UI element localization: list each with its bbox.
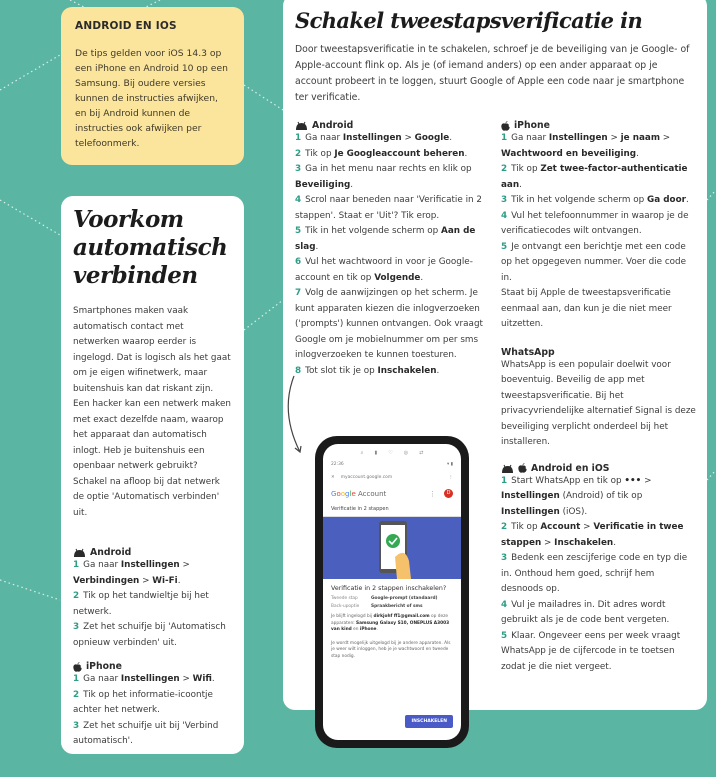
google-logo: Google xyxy=(331,489,356,498)
location-icon: ◎ xyxy=(403,450,409,456)
whatsapp-step-2: 2 Tik op Account > Verificatie in twee stappen > Inschakelen. xyxy=(501,522,684,548)
url-bar[interactable]: ✕ myaccount.google.com ⋮ xyxy=(331,475,453,480)
whatsapp-step-4: 4 Vul je mailadres in. Dit adres wordt gebruikt als je de code bent vergeten. xyxy=(501,599,670,625)
curved-arrow-icon xyxy=(280,372,320,462)
whatsapp-step-3: 3 Bedenk een zescijferige code en typ die in. Onthoud hem goed, schrijf hem desnoods op. xyxy=(501,553,688,594)
android-step-4: 4 Scrol naar beneden naar 'Verificatie in 2 stappen'. Staat er 'Uit'? Tik erop. xyxy=(295,195,482,221)
auto-connect-panel xyxy=(61,196,244,754)
share-icon: ⇄ xyxy=(419,450,424,456)
search-icon: ⌕ xyxy=(360,450,364,456)
auto-connect-title: Voorkom automatisch verbinden xyxy=(73,206,228,289)
android-step-3: 3 Ga in het menu naar rechts en klik op Beveiliging. xyxy=(295,164,472,190)
trash-icon: ▮ xyxy=(374,450,378,456)
iphone-step-2: 2 Tik op Zet twee-factor-authenticatie aan. xyxy=(501,164,688,190)
apple-icon xyxy=(73,662,82,672)
left-iphone-step-2: 2 Tik op het informatie-icoontje achter het netwerk. xyxy=(73,689,213,715)
android-heading: Android xyxy=(73,547,232,558)
iphone-column xyxy=(501,120,697,675)
android-icon xyxy=(501,464,514,473)
heart-icon: ♡ xyxy=(388,450,393,456)
menu-icon: ⋮ xyxy=(448,475,453,480)
left-android-step-1: 1 Ga naar Instellingen > Verbindingen > Wi-Fi. xyxy=(73,560,190,586)
apple-icon xyxy=(501,121,510,131)
stay-logged-in-text: Je blijft ingelogd bij dirkjohf ff1@gmail.com op deze apparaten: Samsung Galaxy S10, ONEPLUS A3003 van kind en iPhone. xyxy=(331,614,450,632)
phone-screen xyxy=(323,444,461,740)
more-dots-icon: ••• xyxy=(624,475,642,486)
google-account-header: Google Account ⋮ D xyxy=(323,489,461,498)
android-icon xyxy=(295,121,308,130)
two-step-intro: Door tweestapsverificatie in te schakelen, schroef je de beveiliging van je Google- of Apple-account flink op. Als je (of iemand anders) op een ander apparaat op je account probeert in te loggen, stuurt Google of Apple een code naar je smartphone ter verificatie. xyxy=(295,44,690,103)
left-android-step-3: 3 Zet het schuifje bij 'Automatisch opnieuw verbinden' uit. xyxy=(73,622,226,648)
android-icon xyxy=(73,548,86,557)
auto-connect-intro: Smartphones maken vaak automatisch contact met netwerken waarop eerder is ingelogd. Dat is logisch als het gaat om je eigen wifinetwerk, maar buitenshuis kan dat riskant zijn. Een hacker kan een netwerk maken met exact dezelfde naam, waarop het apparaat dan automatisch inlogt. Heb je buitenshuis een openbaar netwerk gebruikt? Schakel na afloop bij dat netwerk de optie 'Automatisch verbinden' uit. xyxy=(73,306,231,518)
iphone-step-3: 3 Tik in het volgende scherm op Ga door. xyxy=(501,195,689,205)
main-android-heading: Android xyxy=(295,120,495,131)
android-step-1: 1 Ga naar Instellingen > Google. xyxy=(295,133,453,143)
logout-warning-text: Je wordt mogelijk uitgelogd bij je andere apparaten. Als je weer wilt inloggen, heb je je wachtwoord en tweede stap nodig. xyxy=(331,640,451,659)
iphone-heading: iPhone xyxy=(73,661,232,672)
enable-question: Verificatie in 2 stappen inschakelen? xyxy=(331,585,447,592)
phone-top-icons xyxy=(323,444,461,462)
android-step-8: 8 Tot slot tik je op Inschakelen. xyxy=(295,365,440,376)
android-step-5: 5 Tik in het volgende scherm op Aan de slag. xyxy=(295,226,476,252)
info-box-text: De tips gelden voor iOS 14.3 op een iPhone en Android 10 op een Samsung. Bij oudere versies kunnen de instructies afwijken, en bij Android kunnen de instructies ook afwijken per telefoonmerk. xyxy=(75,48,228,149)
menu-icon: ⋮ xyxy=(429,489,436,498)
whatsapp-intro: WhatsApp is een populair doelwit voor boeventuig. Beveilig de app met tweestapsverificatie. Bij het privacyvriendelijke alternatief Signal is deze beveiliging verplicht onderdeel bij het installeren. xyxy=(501,359,696,447)
phone-check-icon xyxy=(323,517,461,579)
left-iphone-step-3: 3 Zet het schuifje uit bij 'Verbind automatisch'. xyxy=(73,720,219,746)
whatsapp-step-1: 1 Start WhatsApp en tik op ••• > Instellingen (Android) of tik op Instellingen (iOS). xyxy=(501,475,652,517)
status-bar: 22:36 ▾ ▮ xyxy=(331,462,453,467)
iphone-step-5: 5 Je ontvangt een berichtje met een code op het opgegeven nummer. Voer die code in. xyxy=(501,241,687,283)
whatsapp-sub-heading: Android en iOS xyxy=(501,463,697,474)
hero-illustration xyxy=(323,517,461,579)
left-android-step-2: 2 Tik op het tandwieltje bij het netwerk. xyxy=(73,591,209,617)
whatsapp-heading: WhatsApp xyxy=(501,346,555,358)
whatsapp-step-5: 5 Klaar. Ongeveer eens per week vraagt WhatsApp je de cijfercode in te toetsen zodat je die niet vergeet. xyxy=(501,630,681,672)
iphone-step-1: 1 Ga naar Instellingen > je naam > Wachtwoord en beveiliging. xyxy=(501,133,671,159)
android-step-6: 6 Vul het wachtwoord in voor je Google-account en tik op Volgende. xyxy=(295,257,473,283)
signal-icon: ▾ ▮ xyxy=(446,462,453,467)
android-column xyxy=(295,120,495,379)
phone-mockup xyxy=(315,436,469,748)
android-step-2: 2 Tik op Je Googleaccount beheren. xyxy=(295,148,468,159)
apple-icon xyxy=(518,463,527,473)
page-title: Verificatie in 2 stappen xyxy=(323,506,461,517)
second-step-row: Tweede stap Google-prompt (standaard) xyxy=(331,596,438,601)
enable-button[interactable]: INSCHAKELEN xyxy=(405,715,453,728)
iphone-note: Staat bij Apple de tweestapsverificatie eenmaal aan, dan kun je die niet meer uitzetten. xyxy=(501,288,672,329)
backup-option-row: Back-upoptie Spraakbericht of sms xyxy=(331,604,423,609)
close-icon: ✕ xyxy=(331,475,335,480)
iphone-step-4: 4 Vul het telefoonnummer in waarop je de verificatiecodes wilt ontvangen. xyxy=(501,210,689,236)
two-step-title: Schakel tweestapsverificatie in xyxy=(295,8,643,33)
main-iphone-heading: iPhone xyxy=(501,120,697,131)
android-step-7: 7 Volg de aanwijzingen op het scherm. Je kunt apparaten kiezen die inlogverzoeken ('prompts') kunnen ontvangen. Ook vraagt Google om je mobielnummer om per sms inlogverzoeken te kunnen toesturen. xyxy=(295,288,483,360)
left-iphone-step-1: 1 Ga naar Instellingen > Wifi. xyxy=(73,674,215,684)
info-box-title: ANDROID EN IOS xyxy=(75,20,177,32)
avatar[interactable]: D xyxy=(444,489,453,498)
info-box xyxy=(61,7,244,165)
